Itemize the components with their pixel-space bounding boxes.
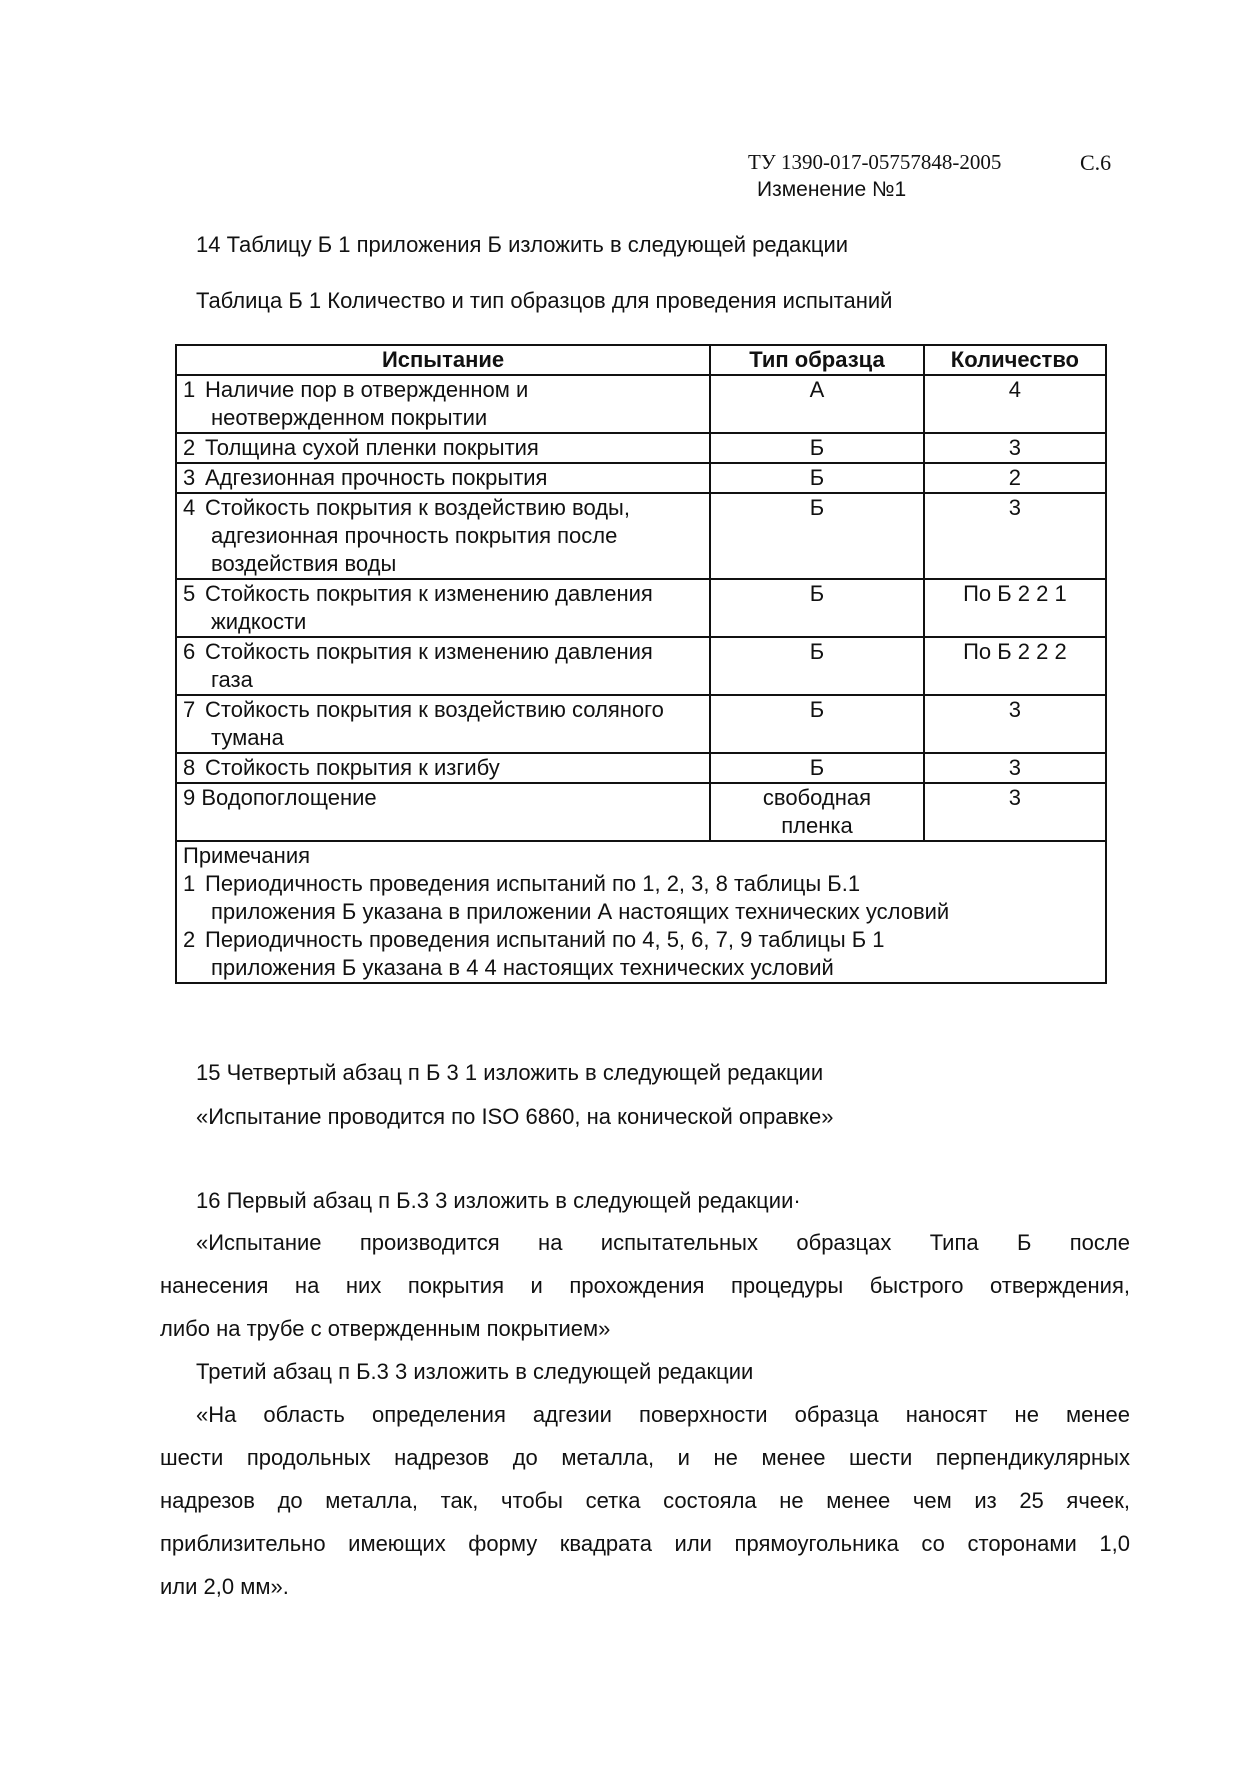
sample-type-cell: Б (710, 695, 924, 753)
table-row (176, 753, 1106, 783)
test-cell: 5 Стойкость покрытия к изменению давления жидкости (176, 579, 710, 637)
item-16-quote-line: либо на трубе с отвержденным покрытием» (160, 1316, 611, 1341)
item-16-heading: 16 Первый абзац п Б.3 3 изложить в следующей редакции· (196, 1188, 801, 1213)
table-notes-row (176, 841, 1106, 983)
table-row (176, 375, 1106, 433)
quantity-cell: 3 (924, 783, 1106, 841)
third-paragraph-line: «На область определения адгезии поверхности образца наносят не менее (196, 1402, 1130, 1427)
table-row (176, 579, 1106, 637)
sample-type-cell: Б (710, 753, 924, 783)
table-row (176, 433, 1106, 463)
quantity-cell: 3 (924, 753, 1106, 783)
test-cell: 3 Адгезионная прочность покрытия (176, 463, 710, 493)
sample-type-cell: Б (710, 463, 924, 493)
notes-cell: Примечания 1 Периодичность проведения испытаний по 1, 2, 3, 8 таблицы Б.1 приложения Б указана в приложении А настоящих технических условий 2 Периодичность проведения испытаний по 4, 5, 6, 7, 9 таблицы Б 1 приложения Б указана в 4 4 настоящих технических условий (176, 841, 1106, 983)
table-caption: Таблица Б 1 Количество и тип образцов для проведения испытаний (196, 288, 893, 313)
notes-title: Примечания (183, 843, 311, 868)
third-paragraph-line: приблизительно имеющих форму квадрата или прямоугольника со сторонами 1,0 (160, 1531, 1130, 1556)
item-16-quote-line: «Испытание производится на испытательных образцах Типа Б после (196, 1230, 1130, 1255)
test-cell: 6 Стойкость покрытия к изменению давления газа (176, 637, 710, 695)
document-code: ТУ 1390-017-05757848-2005 (748, 150, 1002, 174)
quantity-cell: 3 (924, 433, 1106, 463)
table-row (176, 493, 1106, 579)
item-15-text: «Испытание проводится по ISO 6860, на конической оправке» (196, 1104, 834, 1129)
table-row (176, 783, 1106, 841)
test-cell: 7 Стойкость покрытия к воздействию соляного тумана (176, 695, 710, 753)
test-cell: 1 Наличие пор в отвержденном и неотвержденном покрытии (176, 375, 710, 433)
table-header-row (176, 345, 1106, 375)
sample-type-cell: Б (710, 433, 924, 463)
test-cell: 8 Стойкость покрытия к изгибу (176, 753, 710, 783)
quantity-cell: По Б 2 2 2 (924, 637, 1106, 695)
third-paragraph-line: надрезов до металла, так, чтобы сетка состояла не менее чем из 25 ячеек, (160, 1488, 1130, 1513)
third-paragraph-line: или 2,0 мм». (160, 1574, 289, 1599)
table-row (176, 637, 1106, 695)
note-item: 1 Периодичность проведения испытаний по 1, 2, 3, 8 таблицы Б.1 (183, 871, 861, 896)
test-cell: 4 Стойкость покрытия к воздействию воды, адгезионная прочность покрытия после воздействия воды (176, 493, 710, 579)
table-row (176, 695, 1106, 753)
quantity-cell: По Б 2 2 1 (924, 579, 1106, 637)
note-item: 2 Периодичность проведения испытаний по 4, 5, 6, 7, 9 таблицы Б 1 (183, 927, 885, 952)
sample-type-cell: свободная пленка (710, 783, 924, 841)
quantity-cell: 2 (924, 463, 1106, 493)
column-header-quantity: Количество (924, 345, 1106, 375)
column-header-sample-type: Тип образца (710, 345, 924, 375)
page-number: С.6 (1080, 150, 1112, 175)
test-cell: 2 Толщина сухой пленки покрытия (176, 433, 710, 463)
column-header-test: Испытание (176, 345, 710, 375)
change-number: Изменение №1 (757, 178, 907, 201)
sample-type-cell: Б (710, 579, 924, 637)
samples-table (175, 344, 1107, 984)
quantity-cell: 3 (924, 493, 1106, 579)
quantity-cell: 3 (924, 695, 1106, 753)
item-15-heading: 15 Четвертый абзац п Б 3 1 изложить в следующей редакции (196, 1060, 824, 1085)
third-paragraph-heading: Третий абзац п Б.3 3 изложить в следующей редакции (196, 1359, 754, 1384)
sample-type-cell: А (710, 375, 924, 433)
sample-type-cell: Б (710, 493, 924, 579)
third-paragraph-line: шести продольных надрезов до металла, и не менее шести перпендикулярных (160, 1445, 1130, 1470)
item-16-quote-line: нанесения на них покрытия и прохождения процедуры быстрого отверждения, (160, 1273, 1130, 1298)
item-14-heading: 14 Таблицу Б 1 приложения Б изложить в следующей редакции (196, 232, 849, 257)
sample-type-cell: Б (710, 637, 924, 695)
table-row (176, 463, 1106, 493)
test-cell: 9 Водопоглощение (176, 783, 710, 841)
quantity-cell: 4 (924, 375, 1106, 433)
